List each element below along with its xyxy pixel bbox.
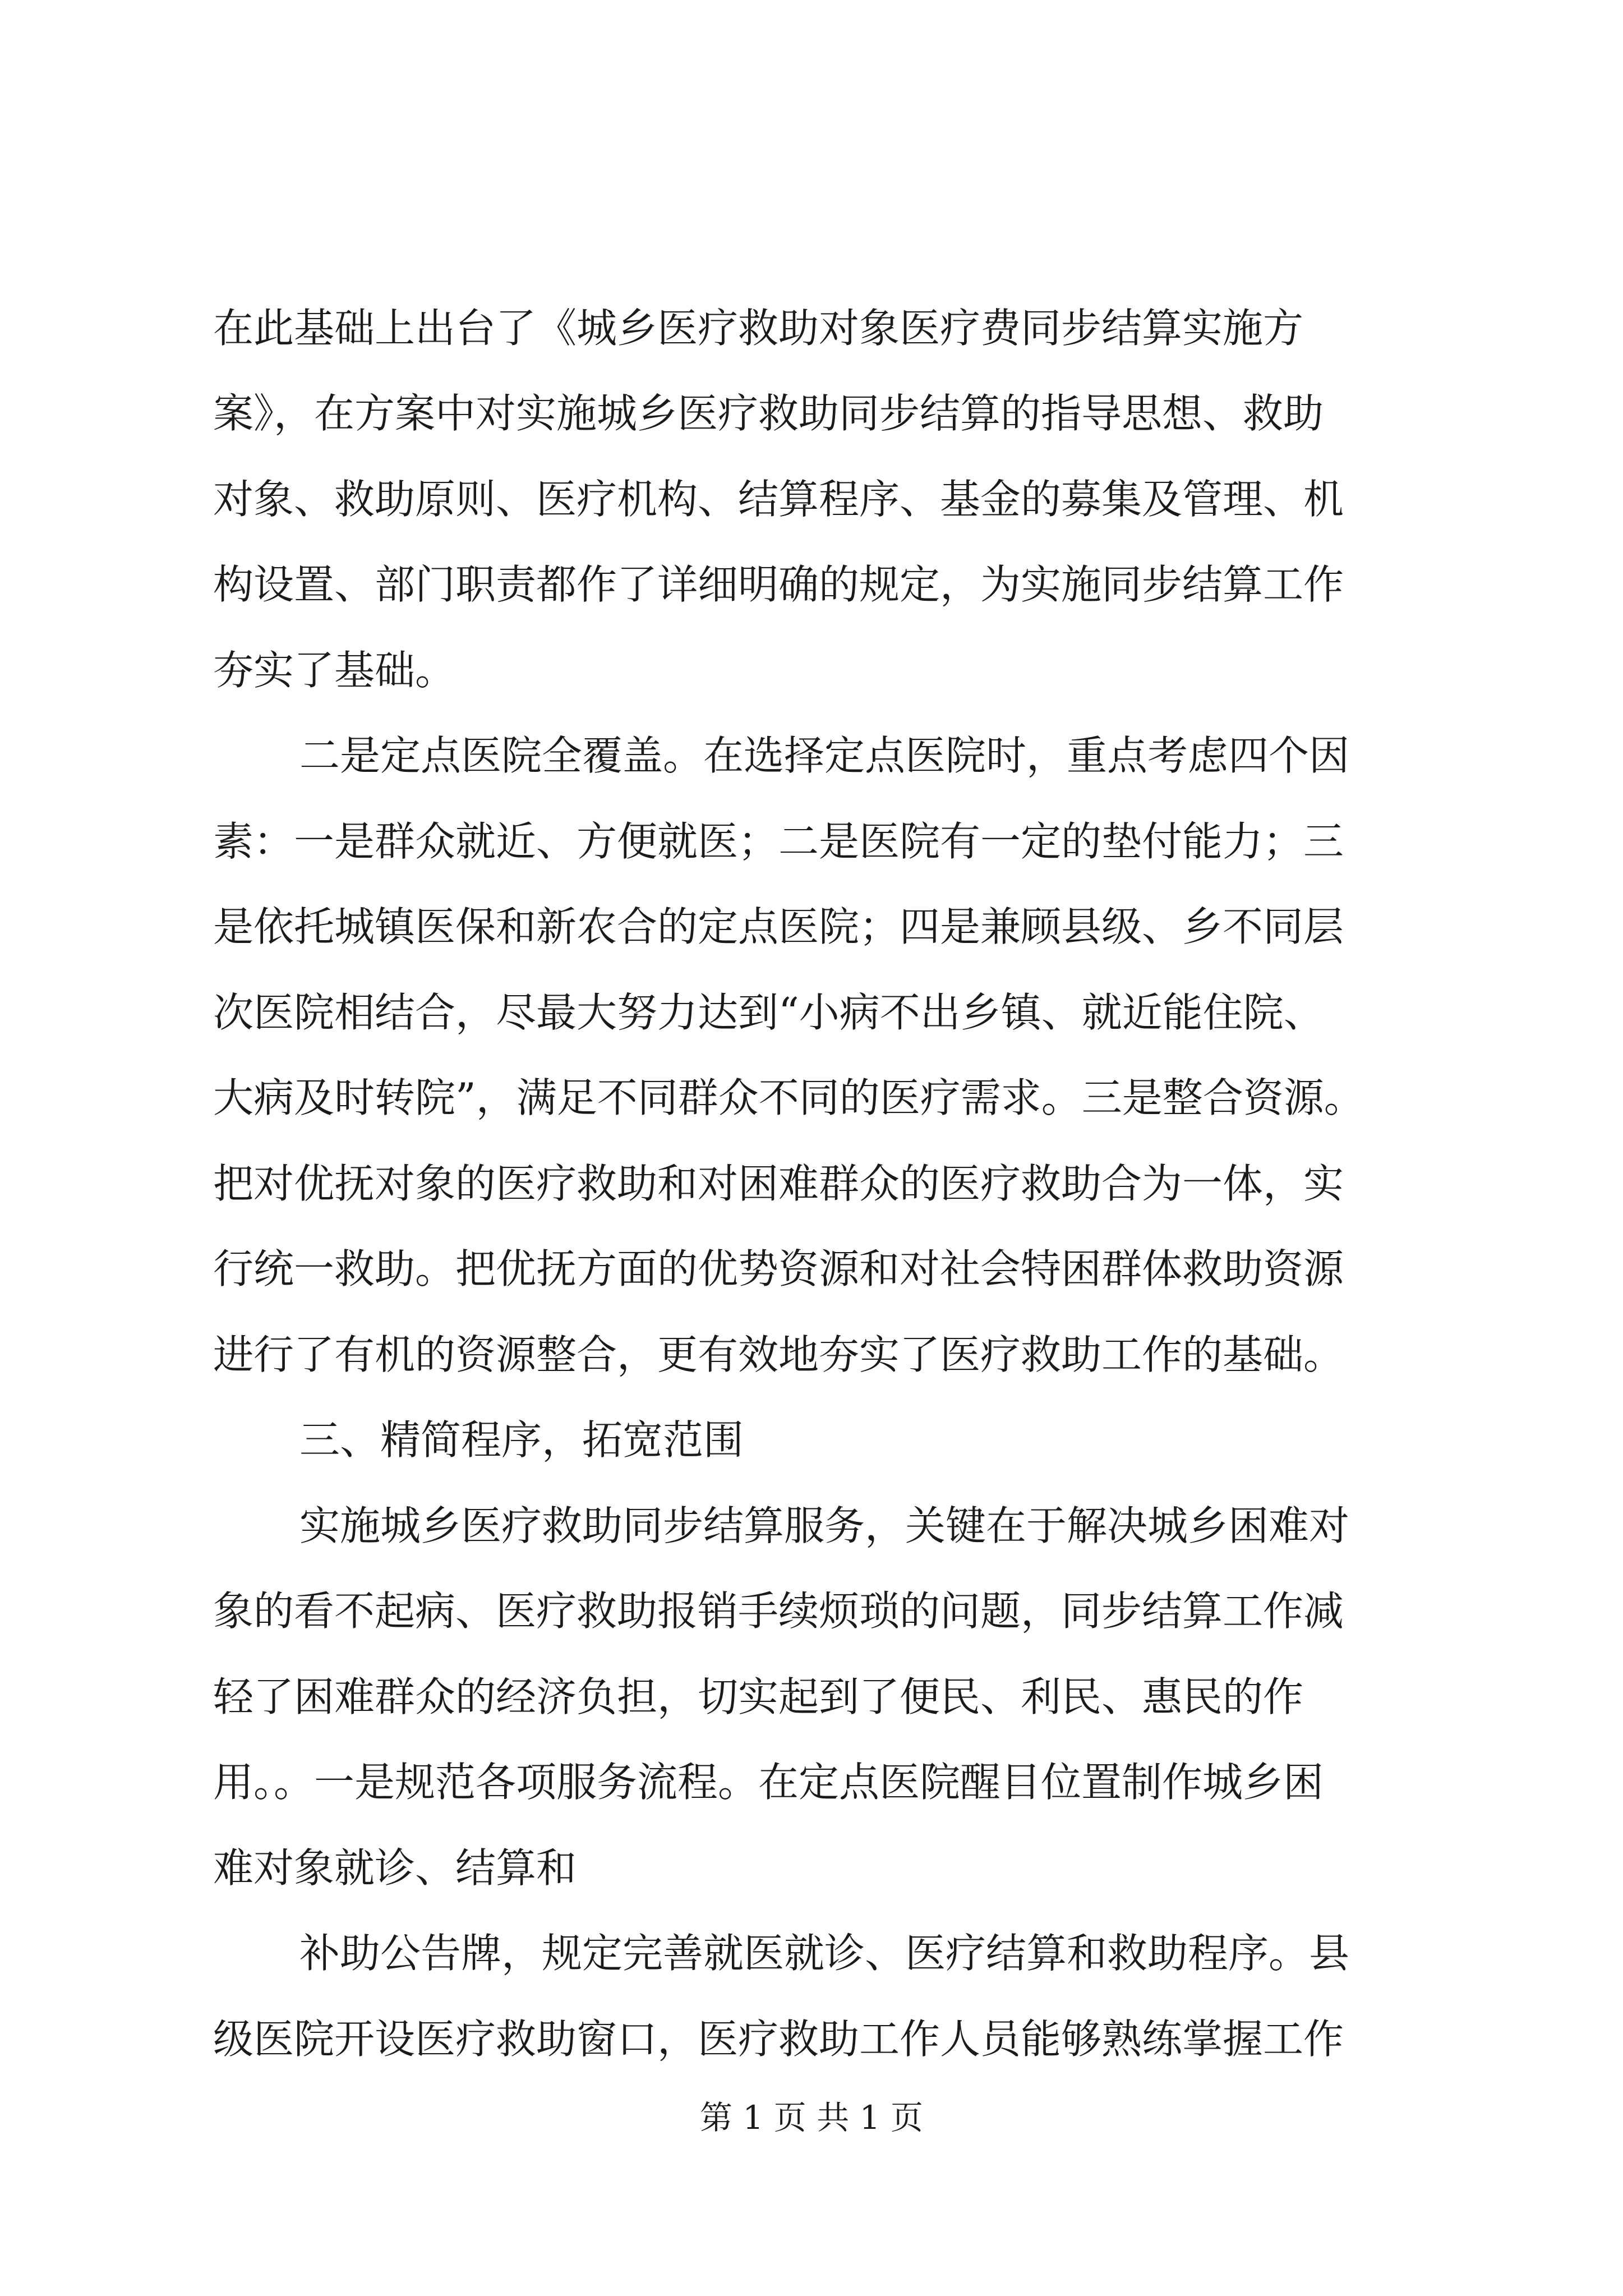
body-line-6: 二是定点医院全覆盖。在选择定点医院时，重点考虑四个因 (299, 732, 1350, 779)
body-line-19: 难对象就诊、结算和 (213, 1844, 577, 1892)
body-line-1: 在此基础上出台了《城乡医疗救助对象医疗费同步结算实施方 (213, 305, 1304, 352)
body-line-3: 对象、救助原则、医疗机构、结算程序、基金的募集及管理、机 (213, 476, 1344, 523)
body-line-12: 行统一救助。把优抚方面的优势资源和对社会特困群体救助资源 (213, 1245, 1344, 1292)
body-line-21: 级医院开设医疗救助窗口，医疗救助工作人员能够熟练掌握工作 (213, 2016, 1344, 2063)
body-line-8: 是依托城镇医保和新农合的定点医院；四是兼顾县级、乡不同层 (213, 903, 1344, 950)
body-line-16: 象的看不起病、医疗救助报销手续烦琐的问题，同步结算工作减 (213, 1588, 1344, 1635)
body-line-10: 大病及时转院”，满足不同群众不同的医疗需求。三是整合资源。 (213, 1074, 1364, 1121)
body-line-2: 案》，在方案中对实施城乡医疗救助同步结算的指导思想、救助 (213, 390, 1324, 437)
body-line-11: 把对优抚对象的医疗救助和对困难群众的医疗救助合为一体，实 (213, 1160, 1344, 1207)
body-line-13: 进行了有机的资源整合，更有效地夯实了医疗救助工作的基础。 (213, 1331, 1344, 1378)
section-heading: 三、精简程序，拓宽范围 (299, 1416, 744, 1464)
body-line-20: 补助公告牌，规定完善就医就诊、医疗结算和救助程序。县 (299, 1930, 1350, 1977)
body-line-7: 素：一是群众就近、方便就医；二是医院有一定的垫付能力；三 (213, 818, 1344, 865)
body-line-17: 轻了困难群众的经济负担，切实起到了便民、利民、惠民的作 (213, 1673, 1304, 1720)
body-line-4: 构设置、部门职责都作了详细明确的规定，为实施同步结算工作 (213, 561, 1344, 608)
page-footer: 第 1 页 共 1 页 (700, 2099, 923, 2137)
body-line-5: 夯实了基础。 (213, 647, 456, 694)
body-line-18: 用。。一是规范各项服务流程。在定点医院醒目位置制作城乡困 (213, 1759, 1324, 1806)
body-line-9: 次医院相结合，尽最大努力达到“小病不出乡镇、就近能住院、 (213, 989, 1324, 1036)
body-line-15: 实施城乡医疗救助同步结算服务，关键在于解决城乡困难对 (299, 1502, 1350, 1549)
